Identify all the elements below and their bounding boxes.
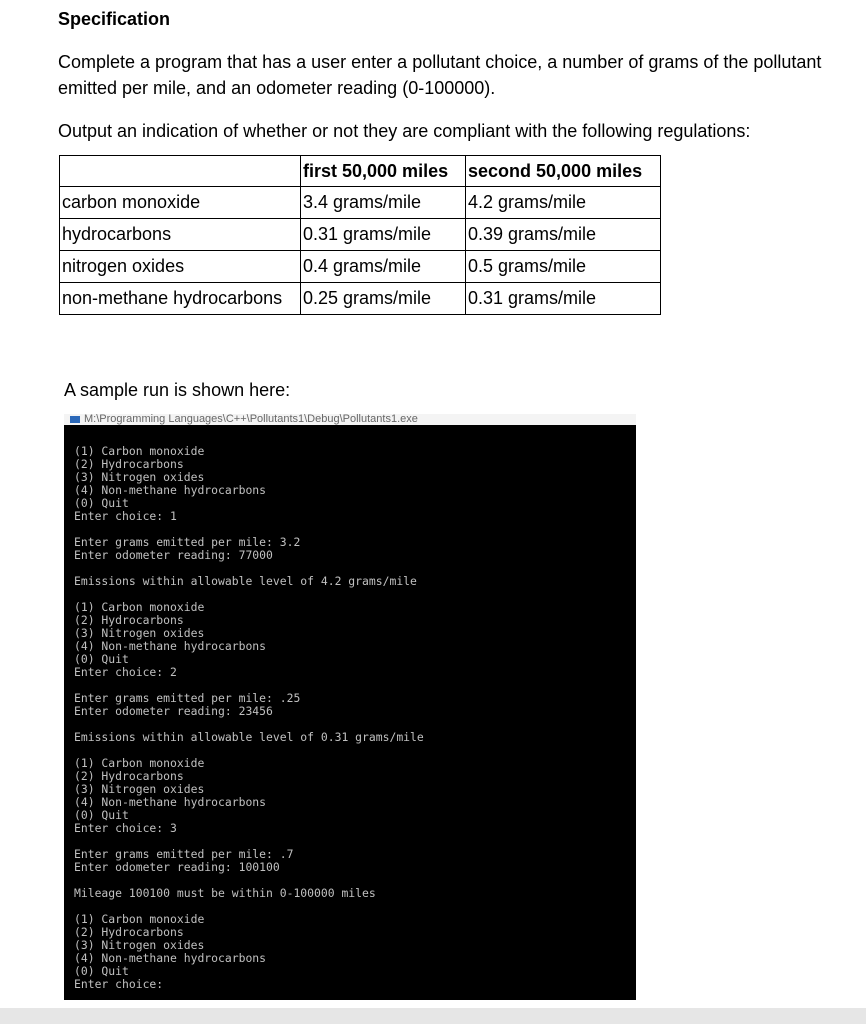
sample-run-label: A sample run is shown here: bbox=[64, 380, 291, 400]
console-output[interactable] bbox=[64, 425, 636, 1000]
console-line: (1) Carbon monoxide bbox=[74, 600, 205, 614]
table-header-cell: first 50,000 miles bbox=[301, 156, 466, 187]
console-line: (1) Carbon monoxide bbox=[74, 444, 205, 458]
console-line: (3) Nitrogen oxides bbox=[74, 782, 205, 796]
console-line: Enter grams emitted per mile: 3.2 bbox=[74, 535, 301, 549]
console-line: (1) Carbon monoxide bbox=[74, 756, 205, 770]
console-line: (3) Nitrogen oxides bbox=[74, 626, 205, 640]
table-cell: 0.25 grams/mile bbox=[301, 283, 466, 315]
table-header-cell: second 50,000 miles bbox=[466, 156, 661, 187]
table-cell: 0.39 grams/mile bbox=[466, 219, 661, 251]
console-line: (2) Hydrocarbons bbox=[74, 769, 184, 783]
console-line: (4) Non-methane hydrocarbons bbox=[74, 795, 267, 809]
console-line: (0) Quit bbox=[74, 964, 129, 978]
table-cell: 0.31 grams/mile bbox=[301, 219, 466, 251]
console-line: (4) Non-methane hydrocarbons bbox=[74, 483, 267, 497]
table-cell: hydrocarbons bbox=[60, 219, 301, 251]
console-line: (1) Carbon monoxide bbox=[74, 912, 205, 926]
table-cell: 0.4 grams/mile bbox=[301, 251, 466, 283]
console-title-bar[interactable] bbox=[64, 414, 636, 425]
console-line: Emissions within allowable level of 0.31 grams/mile bbox=[74, 730, 424, 744]
table-header-cell bbox=[60, 156, 301, 187]
console-line: Enter choice: 3 bbox=[74, 821, 177, 835]
table-cell: 3.4 grams/mile bbox=[301, 187, 466, 219]
bottom-scrollbar bbox=[0, 1008, 866, 1024]
console-line: Enter choice: 2 bbox=[74, 665, 177, 679]
table-row bbox=[60, 187, 661, 219]
console-line: (0) Quit bbox=[74, 496, 129, 510]
table-header-row bbox=[60, 156, 661, 187]
console-line: (3) Nitrogen oxides bbox=[74, 470, 205, 484]
console-line: (4) Non-methane hydrocarbons bbox=[74, 951, 267, 965]
table-row bbox=[60, 219, 661, 251]
table-row bbox=[60, 283, 661, 315]
console-line: Mileage 100100 must be within 0-100000 miles bbox=[74, 886, 376, 900]
console-line: Enter choice: 1 bbox=[74, 509, 177, 523]
console-line: Enter grams emitted per mile: .25 bbox=[74, 691, 301, 705]
page-title: Specification bbox=[58, 9, 171, 29]
console-line: (0) Quit bbox=[74, 808, 129, 822]
table-row bbox=[60, 251, 661, 283]
console-line: Enter odometer reading: 100100 bbox=[74, 860, 280, 874]
console-line: (3) Nitrogen oxides bbox=[74, 938, 205, 952]
table-cell: nitrogen oxides bbox=[60, 251, 301, 283]
console-title: M:\Programming Languages\C++\Pollutants1\Debug\Pollutants1.exe bbox=[84, 414, 418, 425]
table-cell: 0.31 grams/mile bbox=[466, 283, 661, 315]
console-line: Enter grams emitted per mile: .7 bbox=[74, 847, 294, 861]
console-line: Emissions within allowable level of 4.2 grams/mile bbox=[74, 574, 417, 588]
console-line: (0) Quit bbox=[74, 652, 129, 666]
table-cell: 4.2 grams/mile bbox=[466, 187, 661, 219]
console-line: Enter odometer reading: 77000 bbox=[74, 548, 273, 562]
console-line: (4) Non-methane hydrocarbons bbox=[74, 639, 267, 653]
console-window-icon bbox=[70, 416, 80, 423]
console-line: (2) Hydrocarbons bbox=[74, 457, 184, 471]
console-line: Enter choice: bbox=[74, 977, 164, 991]
console-line: (2) Hydrocarbons bbox=[74, 925, 184, 939]
console-line: (2) Hydrocarbons bbox=[74, 613, 184, 627]
regulations-table bbox=[59, 155, 661, 315]
table-cell: carbon monoxide bbox=[60, 187, 301, 219]
table-cell: non-methane hydrocarbons bbox=[60, 283, 301, 315]
console-line: Enter odometer reading: 23456 bbox=[74, 704, 273, 718]
spec-paragraph-1: Complete a program that has a user enter a pollutant choice, a number of grams of the pollutant emitted per mile, and an odometer reading (0-100000). bbox=[58, 52, 822, 98]
table-cell: 0.5 grams/mile bbox=[466, 251, 661, 283]
spec-paragraph-2: Output an indication of whether or not they are compliant with the following regulations: bbox=[58, 121, 751, 141]
